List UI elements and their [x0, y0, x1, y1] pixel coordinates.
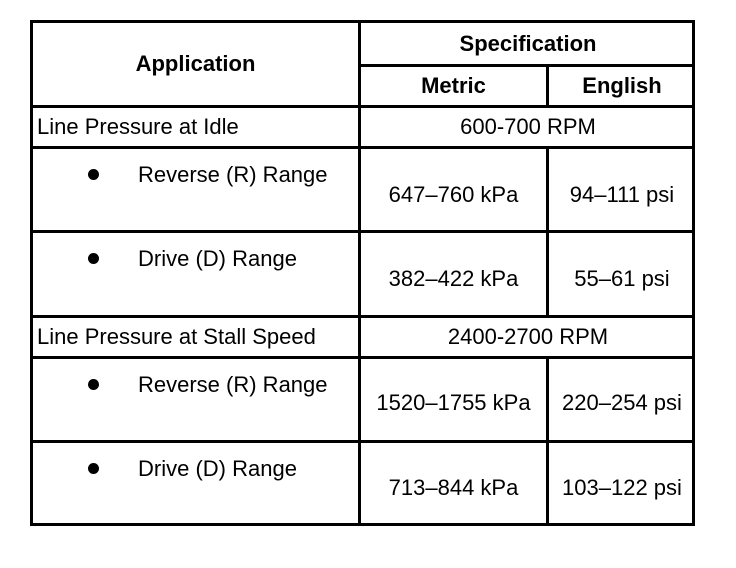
header-specification: Specification — [459, 31, 597, 56]
english-value: 103–122 psi — [562, 475, 682, 500]
bullet-icon — [88, 463, 99, 474]
table-row — [33, 233, 360, 315]
section-title-idle: Line Pressure at Idle — [37, 114, 239, 139]
bullet-icon — [88, 379, 99, 390]
bullet-icon — [88, 169, 99, 180]
metric-value: 713–844 kPa — [388, 475, 519, 500]
range-label: Drive (D) Range — [138, 246, 297, 271]
english-value: 94–111 psi — [569, 182, 675, 207]
metric-value: 1520–1755 kPa — [376, 390, 531, 415]
specification-table — [30, 20, 695, 526]
english-value: 55–61 psi — [574, 266, 670, 291]
metric-value: 382–422 kPa — [388, 266, 519, 291]
header-application: Application — [135, 51, 256, 76]
header-metric: Metric — [421, 73, 486, 98]
english-value: 220–254 psi — [562, 390, 682, 415]
range-label: Drive (D) Range — [138, 456, 297, 481]
range-label: Reverse (R) Range — [138, 162, 328, 187]
bullet-icon — [88, 253, 99, 264]
metric-value: 647–760 kPa — [388, 182, 519, 207]
table-row — [33, 359, 360, 440]
section-speed-stall: 2400-2700 RPM — [447, 324, 609, 349]
range-label: Reverse (R) Range — [138, 372, 328, 397]
section-speed-idle: 600-700 RPM — [460, 114, 596, 139]
section-title-stall: Line Pressure at Stall Speed — [37, 324, 316, 349]
table-row — [33, 443, 360, 523]
table-row — [33, 149, 360, 230]
header-english: English — [582, 73, 662, 98]
